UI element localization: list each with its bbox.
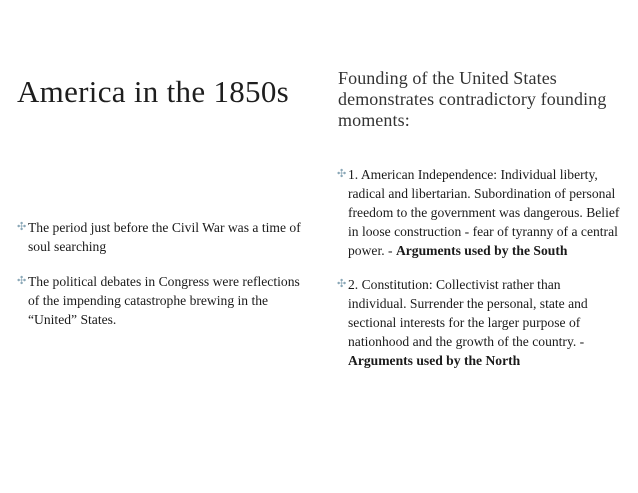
- slide-title: America in the 1850s: [17, 74, 290, 109]
- bullet-icon: ✣: [17, 275, 27, 287]
- left-bullet-list: [17, 218, 312, 329]
- bullet-icon: ✣: [337, 278, 347, 290]
- bullet-emphasis: Arguments used by the North: [348, 353, 521, 368]
- slide-subtitle: Founding of the United States demonstrates contradictory founding moments:: [338, 68, 607, 130]
- bullet-text: The period just before the Civil War was a time of soul searching: [28, 220, 301, 254]
- bullet-text: 2. Constitution: Collectivist rather than individual. Surrender the personal, state and sectional interests for the larger purpose of nationhood and the growth of the country. -: [348, 277, 588, 349]
- bullet-item: [17, 218, 312, 256]
- bullet-icon: ✣: [17, 221, 27, 233]
- bullet-item: [337, 165, 622, 260]
- bullet-item: [17, 272, 312, 329]
- bullet-icon: ✣: [337, 168, 347, 180]
- bullet-text: The political debates in Congress were reflections of the impending catastrophe brewing in the “United” States.: [28, 274, 300, 327]
- bullet-text: 1. American Independence: Individual liberty, radical and libertarian. Subordination of personal freedom to the government was dangerous. Belief in loose construction - fear of tyranny of a central power. -: [348, 167, 620, 258]
- right-bullet-list: [337, 165, 622, 370]
- bullet-item: [337, 275, 622, 370]
- bullet-emphasis: Arguments used by the South: [395, 243, 568, 258]
